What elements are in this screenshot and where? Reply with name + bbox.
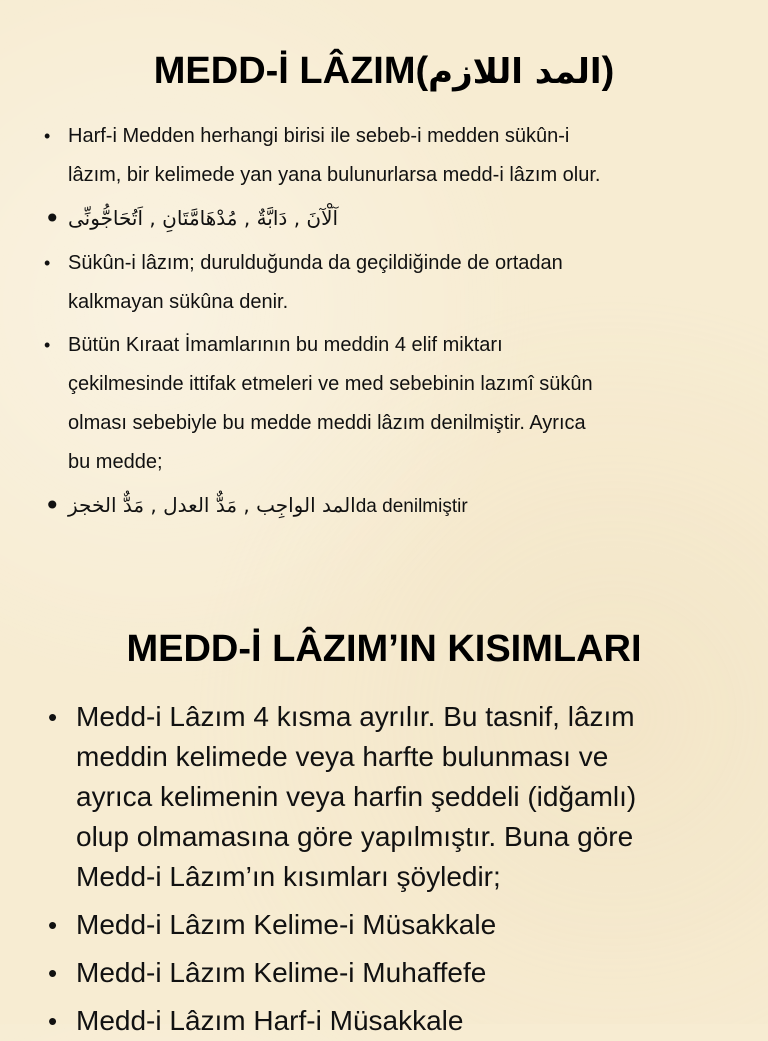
bullet-1-line-1: Harf-i Medden herhangi birisi ile sebeb-i medden sükûn-i — [68, 125, 570, 147]
bullet-marker: • — [48, 910, 58, 940]
paragraph-line-4: olup olmamasına göre yapılmıştır. Buna göre — [76, 821, 634, 852]
list-item — [30, 1001, 750, 1041]
bullet-marker: • — [44, 202, 61, 235]
paragraph-line-2: meddin kelimede veya harfte bulunması ve — [76, 741, 609, 772]
list-item — [30, 905, 750, 945]
paragraph-line-1: Medd-i Lâzım 4 kısma ayrılır. Bu tasnif, lâzım — [76, 701, 635, 732]
kisim-item-2: Medd-i Lâzım Kelime-i Muhaffefe — [76, 957, 487, 988]
bullet-marker: • — [44, 335, 51, 355]
slide-title-2: MEDD-İ LÂZIM’IN KISIMLARI — [126, 628, 642, 670]
section-2-list — [30, 697, 750, 1041]
list-item — [44, 244, 744, 322]
title-1-arabic: المد اللازم — [428, 52, 602, 92]
title-1-close: ) — [601, 50, 615, 92]
paragraph-line-3: ayrıca kelimenin veya harfin şeddeli (idğamlı) — [76, 781, 637, 812]
bullet-3-line-3: olması sebebiyle bu medde meddi lâzım denilmiştir. Ayrıca — [68, 412, 586, 434]
arabic-examples-1: آلْآنَ , دَابَّةٌ , مُدْهَامَّتَانِ , اَتُحَاجُّونِّى — [68, 206, 339, 230]
arabic-suffix: da denilmiştir — [355, 496, 468, 517]
kisim-item-3: Medd-i Lâzım Harf-i Müsakkale — [76, 1005, 464, 1036]
bullet-3-line-1: Bütün Kıraat İmamlarının bu meddin 4 elif miktarı — [68, 334, 503, 356]
bullet-marker: • — [48, 958, 58, 988]
bullet-marker: • — [44, 489, 61, 522]
list-item — [44, 199, 744, 238]
bullet-3-line-4: bu medde; — [68, 451, 163, 473]
paragraph-line-5: Medd-i Lâzım’ın kısımları şöyledir; — [76, 861, 501, 892]
list-item — [44, 117, 744, 195]
list-item — [44, 326, 744, 482]
slide-title-1 — [0, 50, 768, 93]
bullet-marker: • — [44, 253, 51, 273]
list-item — [30, 953, 750, 993]
section-1-list — [44, 117, 744, 526]
bullet-3-line-2: çekilmesinde ittifak etmeleri ve med sebebinin lazımî sükûn — [68, 373, 593, 395]
bullet-2-line-2: kalkmayan sükûna denir. — [68, 291, 289, 313]
list-item — [30, 697, 750, 897]
bullet-marker: • — [48, 702, 58, 732]
bullet-1-line-2: lâzım, bir kelimede yan yana bulunurlarsa medd-i lâzım olur. — [68, 164, 601, 186]
title-1-latin: MEDD-İ LÂZIM( — [153, 50, 429, 92]
bullet-marker: • — [44, 126, 51, 146]
list-item — [44, 486, 744, 526]
arabic-examples-2: المد الواجِب , مَدٌّ العدل , مَدٌّ الخجز — [68, 493, 356, 517]
kisim-item-1: Medd-i Lâzım Kelime-i Müsakkale — [76, 909, 497, 940]
bullet-marker: • — [48, 1006, 58, 1036]
bullet-2-line-1: Sükûn-i lâzım; durulduğunda da geçildiğinde de ortadan — [68, 252, 563, 274]
